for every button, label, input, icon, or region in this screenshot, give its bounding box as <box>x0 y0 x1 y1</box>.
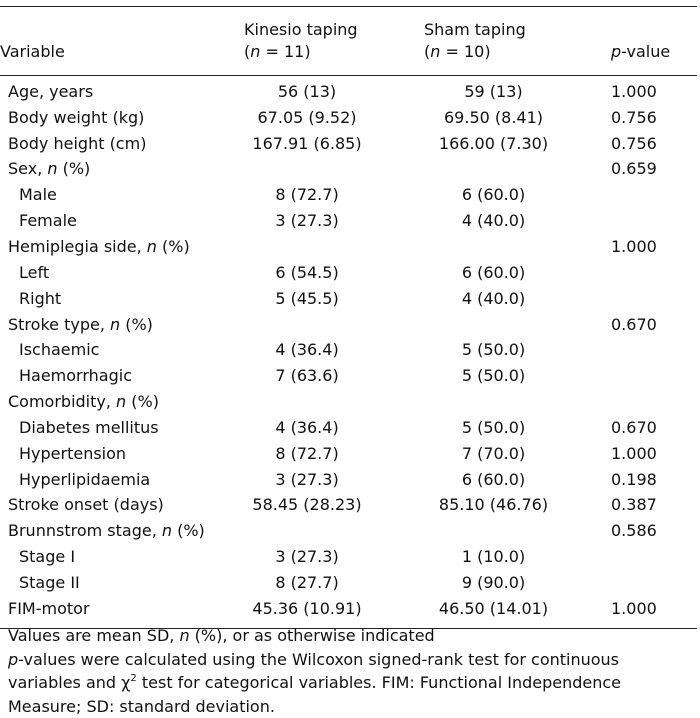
table-row <box>0 544 697 570</box>
row-label-text: Brunnstrom stage, <box>8 521 162 541</box>
row-label-text: Body weight (kg) <box>8 107 145 127</box>
table-row <box>0 208 697 234</box>
baseline-characteristics-table <box>0 6 697 629</box>
sham-value <box>424 157 611 183</box>
sham-value <box>424 389 611 415</box>
sham-value <box>424 312 611 338</box>
sham-value: 9 (90.0) <box>461 572 526 592</box>
table-row <box>0 234 697 260</box>
p-value <box>611 363 697 389</box>
kinesio-value: 56 (13) <box>277 81 337 101</box>
p-value: 1.000 <box>611 236 657 256</box>
kinesio-value <box>244 389 424 415</box>
p-value: 1.000 <box>611 443 657 463</box>
header-row-bottom <box>0 41 697 76</box>
row-label-text: Age, years <box>8 81 94 101</box>
kinesio-value: 58.45 (28.23) <box>252 495 362 515</box>
header-kinesio-n-italic: n <box>250 42 261 61</box>
row-label <box>0 76 244 105</box>
kinesio-value: 4 (36.4) <box>275 340 339 360</box>
sham-value: 59 (13) <box>464 81 523 101</box>
row-label-text: Sex, <box>8 159 48 179</box>
table-row <box>0 182 697 208</box>
kinesio-value: 67.05 (9.52) <box>257 107 357 127</box>
kinesio-value: 167.91 (6.85) <box>252 133 362 153</box>
row-label <box>0 363 244 389</box>
footnote-line-1 <box>8 624 692 648</box>
row-label-text: Male <box>19 185 57 205</box>
row-label-text: Stroke onset (days) <box>8 495 164 515</box>
table-row <box>0 467 697 493</box>
row-label <box>0 467 244 493</box>
row-label <box>0 337 244 363</box>
p-value: 0.756 <box>611 133 657 153</box>
sham-value: 7 (70.0) <box>461 443 526 463</box>
row-label <box>0 441 244 467</box>
header-p-rest: -value <box>621 42 671 61</box>
sham-value: 46.50 (14.01) <box>424 596 611 628</box>
row-label <box>0 131 244 157</box>
footnote-n-italic: n <box>179 626 190 645</box>
row-label <box>0 312 244 338</box>
p-value <box>611 182 697 208</box>
row-label <box>0 493 244 519</box>
p-value: 0.670 <box>611 417 657 437</box>
table-row <box>0 518 697 544</box>
p-value: 0.670 <box>611 314 657 334</box>
kinesio-value: 8 (72.7) <box>275 443 339 463</box>
p-value: 0.586 <box>611 521 657 541</box>
row-label-text: Haemorrhagic <box>19 366 132 386</box>
row-label-text: Ischaemic <box>19 340 100 360</box>
kinesio-value: 3 (27.3) <box>275 211 339 231</box>
sham-value: 166.00 (7.30) <box>438 133 549 153</box>
table-row <box>0 337 697 363</box>
kinesio-value: 8 (27.7) <box>275 572 339 592</box>
kinesio-value: 4 (36.4) <box>275 417 339 437</box>
row-label <box>0 415 244 441</box>
table-row <box>0 415 697 441</box>
row-label-italic: n <box>47 159 58 179</box>
sham-value: 6 (60.0) <box>461 262 526 282</box>
kinesio-value: 6 (54.5) <box>275 262 339 282</box>
row-label-rest: (%) <box>126 392 159 412</box>
footnote-line-2 <box>8 648 692 718</box>
sham-value <box>424 234 611 260</box>
row-label-text: Left <box>19 262 50 282</box>
header-row-top <box>0 7 697 42</box>
p-value <box>611 286 697 312</box>
row-label-text: Stage I <box>19 547 76 567</box>
row-label <box>0 234 244 260</box>
table-body <box>0 76 697 629</box>
header-kinesio-label: Kinesio taping <box>244 7 424 42</box>
table-row <box>0 157 697 183</box>
row-label-text: Comorbidity, <box>8 392 117 412</box>
p-value: 1.000 <box>611 596 697 628</box>
row-label <box>0 105 244 131</box>
sham-value: 6 (60.0) <box>461 469 526 489</box>
row-label <box>0 570 244 596</box>
row-label <box>0 286 244 312</box>
row-label-text: Hemiplegia side, <box>8 236 147 256</box>
kinesio-value <box>244 518 424 544</box>
header-sham-n: (n = 10) <box>424 41 611 76</box>
table-row <box>0 570 697 596</box>
sham-value: 85.10 (46.76) <box>438 495 549 515</box>
table-row <box>0 389 697 415</box>
header-kinesio-n-rest: = 11) <box>260 42 311 61</box>
row-label <box>0 544 244 570</box>
row-label-rest: (%) <box>57 159 91 179</box>
row-label-italic: n <box>109 314 121 334</box>
footnote-text: -values were calculated using the Wilcoxon signed-rank test for continuous variables and <box>8 649 620 692</box>
sham-value: 1 (10.0) <box>461 547 526 567</box>
header-sham-n-italic: n <box>430 42 441 61</box>
header-p-italic: p <box>611 42 622 61</box>
header-sham-label: Sham taping <box>424 7 611 42</box>
header-variable: Variable <box>0 41 244 76</box>
kinesio-value: 7 (63.6) <box>275 366 339 386</box>
row-label-text: Right <box>19 288 62 308</box>
kinesio-value: 8 (72.7) <box>275 185 339 205</box>
table-row <box>0 131 697 157</box>
row-label-text: Stage II <box>19 572 80 592</box>
row-label-italic: n <box>161 521 172 541</box>
p-value: 0.198 <box>611 469 657 489</box>
row-label <box>0 518 244 544</box>
table-row <box>0 312 697 338</box>
footnote-chi-symbol: χ <box>121 673 131 692</box>
sham-value: 6 (60.0) <box>461 185 526 205</box>
row-label-rest: (%) <box>120 314 153 334</box>
header-cell-empty-p <box>611 7 697 42</box>
table-row <box>0 493 697 519</box>
footnote-text: Values are mean SD, <box>8 626 180 645</box>
footnote-chi-superscript: 2 <box>130 673 137 684</box>
row-label-text: Body height (cm) <box>8 133 147 153</box>
header-cell-empty <box>0 7 244 42</box>
footnote-text: test for categorical variables. FIM: Functional Independence Measure; SD: standard deviation. <box>8 673 622 716</box>
header-sham-n-rest: = 10) <box>440 42 491 61</box>
kinesio-value: 3 (27.3) <box>275 469 339 489</box>
table-row <box>0 363 697 389</box>
row-label-text: Hypertension <box>19 443 127 463</box>
p-value <box>611 570 697 596</box>
footnote-text: (%), or as otherwise indicated <box>189 626 435 645</box>
header-kinesio-n: (n = 11) <box>244 41 424 76</box>
table-footnote <box>8 624 692 718</box>
row-label <box>0 389 244 415</box>
sham-value: 4 (40.0) <box>461 211 526 231</box>
p-value: 0.756 <box>611 107 657 127</box>
kinesio-value: 45.36 (10.91) <box>244 596 424 628</box>
sham-value <box>424 518 611 544</box>
row-label-text: Hyperlipidaemia <box>19 469 151 489</box>
footnote-p-italic: p <box>8 649 19 669</box>
p-value: 0.387 <box>611 495 657 515</box>
kinesio-value <box>244 157 424 183</box>
row-label <box>0 157 244 183</box>
row-label <box>0 260 244 286</box>
row-label-text: FIM-motor <box>8 598 90 618</box>
row-label-rest: (%) <box>156 236 190 256</box>
kinesio-value <box>244 312 424 338</box>
row-label-text: Stroke type, <box>8 314 110 334</box>
row-label-rest: (%) <box>172 521 205 541</box>
p-value: 1.000 <box>611 81 657 101</box>
sham-value: 5 (50.0) <box>461 366 526 386</box>
sham-value: 5 (50.0) <box>461 340 526 360</box>
kinesio-value <box>244 234 424 260</box>
p-value <box>611 337 697 363</box>
kinesio-value: 3 (27.3) <box>275 547 339 567</box>
p-value <box>611 544 697 570</box>
p-value <box>611 260 697 286</box>
sham-value: 4 (40.0) <box>461 288 526 308</box>
row-label-text: Diabetes mellitus <box>19 417 159 437</box>
table-row <box>0 286 697 312</box>
kinesio-value: 5 (45.5) <box>275 288 339 308</box>
table-row <box>0 441 697 467</box>
p-value <box>611 208 697 234</box>
sham-value: 5 (50.0) <box>461 417 526 437</box>
p-value: 0.659 <box>611 159 657 179</box>
header-p-value <box>611 41 697 76</box>
p-value <box>611 389 697 415</box>
table-row <box>0 260 697 286</box>
row-label <box>0 182 244 208</box>
row-label-italic: n <box>146 236 157 256</box>
table-row <box>0 76 697 105</box>
sham-value: 69.50 (8.41) <box>444 107 543 127</box>
table-row <box>0 105 697 131</box>
row-label-italic: n <box>116 392 127 412</box>
row-label-text: Female <box>19 211 77 231</box>
row-label <box>0 208 244 234</box>
